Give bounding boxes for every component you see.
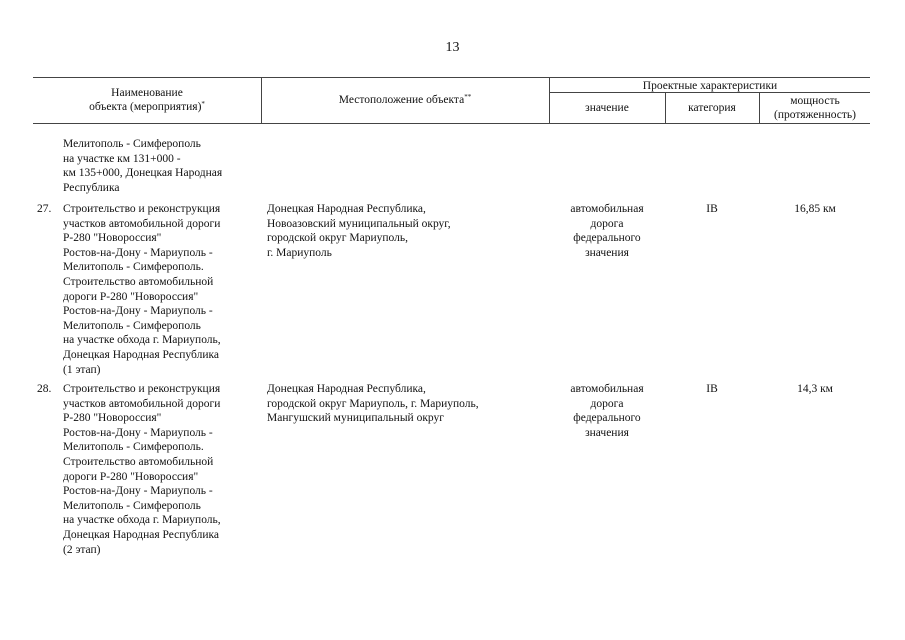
table-top-border bbox=[33, 77, 870, 78]
header-location-footnote-mark: ** bbox=[464, 93, 472, 101]
row-27-name: Строительство и реконструкция участков автомобильной дороги Р-280 "Новороссия" Ростов-на-Дону - Мариуполь - Мелитополь - Симферополь. Строительство автомобильной дороги Р-280 "Новороссия" Ростов-на-Дону - Мариуполь - Мелитополь - Симферополь на участке обхода г. Мариуполь, Донецкая Народная Республика (1 этап) bbox=[63, 203, 221, 376]
header-bottom-border bbox=[33, 123, 870, 124]
row-28-value: автомобильная дорога федерального значения bbox=[570, 383, 644, 439]
row-28-location: Донецкая Народная Республика, городской округ Мариуполь, г. Мариуполь, Мангушский муниципальный округ bbox=[267, 383, 479, 425]
header-location bbox=[262, 93, 548, 107]
row-27-value: автомобильная дорога федерального значения bbox=[570, 203, 644, 259]
row-28-category: IB bbox=[706, 383, 718, 395]
header-name-text: Наименование объекта (мероприятия) bbox=[89, 87, 202, 113]
row-27-category: IB bbox=[706, 203, 718, 215]
header-location-text: Местоположение объекта bbox=[338, 94, 465, 106]
header-capacity: мощность (протяженность) bbox=[774, 95, 856, 121]
row-28-name: Строительство и реконструкция участков автомобильной дороги Р-280 "Новороссия" Ростов-на-Дону - Мариуполь - Мелитополь - Симферополь. Строительство автомобильной дороги Р-280 "Новороссия" Ростов-на-Дону - Мариуполь - Мелитополь - Симферополь на участке обхода г. Мариуполь, Донецкая Народная Республика (2 этап) bbox=[63, 383, 221, 556]
header-name-footnote-mark: * bbox=[201, 100, 205, 108]
row-28-number: 28. bbox=[37, 383, 52, 395]
header-category: категория bbox=[688, 102, 736, 114]
header-project-group: Проектные характеристики bbox=[642, 80, 778, 92]
row-27-capacity: 16,85 км bbox=[794, 203, 836, 215]
header-name bbox=[34, 86, 260, 114]
row-27-location: Донецкая Народная Республика, Новоазовский муниципальный округ, городской округ Мариуполь, г. Мариуполь bbox=[267, 203, 451, 259]
row-27-number: 27. bbox=[37, 203, 52, 215]
row-continued-name: Мелитополь - Симферополь на участке км 131+000 - км 135+000, Донецкая Народная Республика bbox=[63, 138, 223, 194]
page-number: 13 bbox=[445, 40, 460, 55]
header-value: значение bbox=[585, 102, 629, 114]
row-28-capacity: 14,3 км bbox=[797, 383, 833, 395]
